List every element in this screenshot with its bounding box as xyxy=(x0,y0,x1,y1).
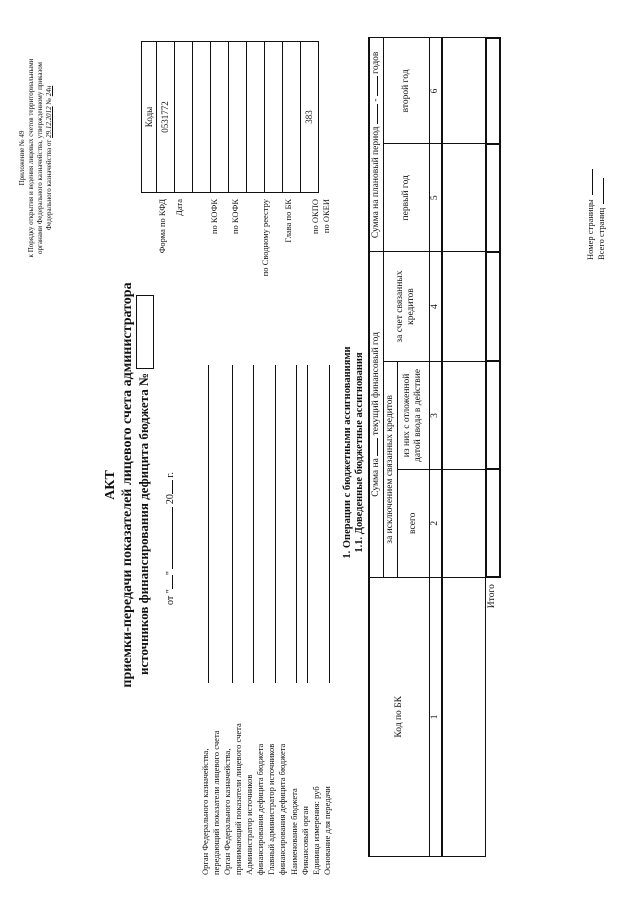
data-cell-related[interactable] xyxy=(442,252,486,362)
page-number-line[interactable] xyxy=(592,169,593,195)
total-pages-row xyxy=(596,169,607,260)
code-value-kfd: 0531772 xyxy=(157,42,175,192)
header-planned-prefix: Сумма на плановый период xyxy=(370,126,381,239)
title-line-3-text: источников финансирования дефицита бюджета № xyxy=(136,372,151,676)
codes-box xyxy=(141,41,319,193)
approval-line-1: Приложение № 49 xyxy=(18,130,26,186)
header-current-suffix: текущий финансовый год xyxy=(370,332,381,436)
pager xyxy=(585,169,607,260)
code-value-glava xyxy=(265,42,283,192)
data-cell-first-year[interactable] xyxy=(442,144,486,252)
label-glava: Глава по БК xyxy=(283,199,293,243)
header-kod-bk: Код по БК xyxy=(369,577,429,856)
date-quote: " xyxy=(165,571,176,576)
label-okpo: по ОКПО xyxy=(310,199,320,235)
header-deferred: из них с отложенной датой ввода в действие xyxy=(397,362,429,470)
header-total: всего xyxy=(397,469,429,577)
section-title-2: 1.1. Доведенные бюджетные ассигнования xyxy=(354,352,365,553)
document-number-box[interactable] xyxy=(136,295,154,369)
data-cell-total[interactable] xyxy=(442,469,486,577)
label-okei: по ОКЕИ xyxy=(321,199,331,234)
col-number-5: 5 xyxy=(429,144,442,252)
page-number-row xyxy=(585,169,596,260)
header-second-year: второй год xyxy=(383,38,429,144)
itogo-first-year[interactable] xyxy=(486,144,500,252)
total-pages-label: Всего страниц xyxy=(596,207,606,260)
finance-organ-line[interactable] xyxy=(307,365,308,683)
col-number-4: 4 xyxy=(429,252,442,362)
label-sender-organ xyxy=(200,675,221,875)
planned-to-blank[interactable] xyxy=(377,76,378,96)
header-current-year xyxy=(369,252,383,577)
basis-line[interactable] xyxy=(329,365,330,683)
approval-number: 24н xyxy=(45,85,53,97)
assignments-table xyxy=(368,37,501,857)
label-basis: Основание для передачи xyxy=(322,786,332,875)
page-number-label: Номер страницы xyxy=(585,199,595,260)
header-planned-years: годов xyxy=(370,51,381,74)
code-value-kofk-2 xyxy=(229,42,247,192)
header-current-prefix: Сумма на xyxy=(370,458,381,497)
data-cell-second-year[interactable] xyxy=(442,38,486,144)
approval-line-3: органами Федерального казначейства, утвержденному приказом xyxy=(36,62,44,255)
label-unit: Единица измерения: руб xyxy=(311,786,321,875)
col-number-6: 6 xyxy=(429,38,442,144)
budget-name-line[interactable] xyxy=(296,365,297,683)
receiver-organ-line[interactable] xyxy=(232,365,233,683)
col-number-2: 2 xyxy=(429,469,442,577)
title-akt: АКТ xyxy=(103,470,118,500)
data-cell-deferred[interactable] xyxy=(442,362,486,470)
label-receiver-line-1: Орган Федерального казначейства, xyxy=(222,748,232,875)
itogo-label: Итого xyxy=(487,584,498,609)
label-admin-line-1: Администратор источников xyxy=(244,774,254,875)
sender-organ-line[interactable] xyxy=(208,365,209,683)
code-value-date xyxy=(175,42,193,192)
month-blank[interactable] xyxy=(162,507,173,569)
col-number-1: 1 xyxy=(429,577,442,856)
label-receiver-line-2: принимающий показатели лицевого счета xyxy=(232,723,243,875)
label-main-admin-line-2: финансирования дефицита бюджета xyxy=(276,743,287,875)
approval-line-2: к Порядку открытия и ведения лицевых счетов территориальными xyxy=(27,58,35,258)
date-from: от " xyxy=(165,589,176,605)
label-main-administrator xyxy=(266,675,287,875)
label-reestr: по Сводному реестру xyxy=(260,199,270,277)
code-value-reestr xyxy=(247,42,265,192)
year-blank[interactable] xyxy=(162,480,173,494)
label-main-admin-line-1: Главный администратор источников xyxy=(266,743,276,875)
day-blank[interactable] xyxy=(162,575,173,589)
label-sender-line-1: Орган Федерального казначейства, xyxy=(200,748,210,875)
approval-number-prefix: № xyxy=(45,97,53,105)
year-prefix: 20 xyxy=(165,494,176,505)
main-administrator-line[interactable] xyxy=(275,365,276,683)
header-planned-dash: - xyxy=(370,98,381,102)
label-finance-organ: Финансовый орган xyxy=(300,806,310,875)
label-kfd: Форма по КФД xyxy=(157,199,167,254)
itogo-total[interactable] xyxy=(486,469,500,577)
label-date: Дата xyxy=(174,199,184,216)
date-line xyxy=(162,472,176,605)
title-line-3 xyxy=(136,275,154,695)
label-administrator xyxy=(244,675,265,875)
year-suffix: г. xyxy=(165,472,176,478)
header-related-credits: за счет связанных кредитов xyxy=(383,252,429,362)
codes-header: Коды xyxy=(142,42,157,192)
header-excl-related: за исключением связанных кредитов xyxy=(383,362,397,578)
label-budget-name: Наименование бюджета xyxy=(289,788,299,875)
data-cell-kod[interactable] xyxy=(442,577,486,856)
code-value-okpo xyxy=(283,42,301,192)
approval-note xyxy=(18,23,54,293)
itogo-related[interactable] xyxy=(486,252,500,362)
label-kofk-1: по КОФК xyxy=(209,199,219,235)
label-receiver-organ xyxy=(222,675,243,875)
code-value-empty xyxy=(193,42,211,192)
itogo-second-year[interactable] xyxy=(486,38,500,144)
code-value-okei: 383 xyxy=(304,110,314,124)
itogo-deferred[interactable] xyxy=(486,362,500,470)
planned-from-blank[interactable] xyxy=(377,104,378,124)
title-line-2: приемки-передачи показателей лицевого счета администратора xyxy=(120,282,135,688)
label-sender-line-2: передающий показатели лицевого счета xyxy=(210,730,221,875)
approval-date: 29.12.2012 xyxy=(45,106,53,138)
label-admin-line-2: финансирования дефицита бюджета xyxy=(254,743,265,875)
section-title-1: 1. Операции с бюджетными ассигнованиями xyxy=(342,346,353,559)
total-pages-line[interactable] xyxy=(603,178,604,204)
header-first-year: первый год xyxy=(383,144,429,252)
code-value-kofk-1 xyxy=(211,42,229,192)
label-kofk-2: по КОФК xyxy=(230,199,240,235)
approval-date-prefix: Федерального казначейства от xyxy=(45,139,53,231)
approval-line-4 xyxy=(45,23,54,293)
administrator-line[interactable] xyxy=(253,365,254,683)
col-number-3: 3 xyxy=(429,362,442,470)
header-planned-period xyxy=(369,38,383,252)
document-title xyxy=(102,275,154,695)
current-year-blank[interactable] xyxy=(377,438,378,456)
